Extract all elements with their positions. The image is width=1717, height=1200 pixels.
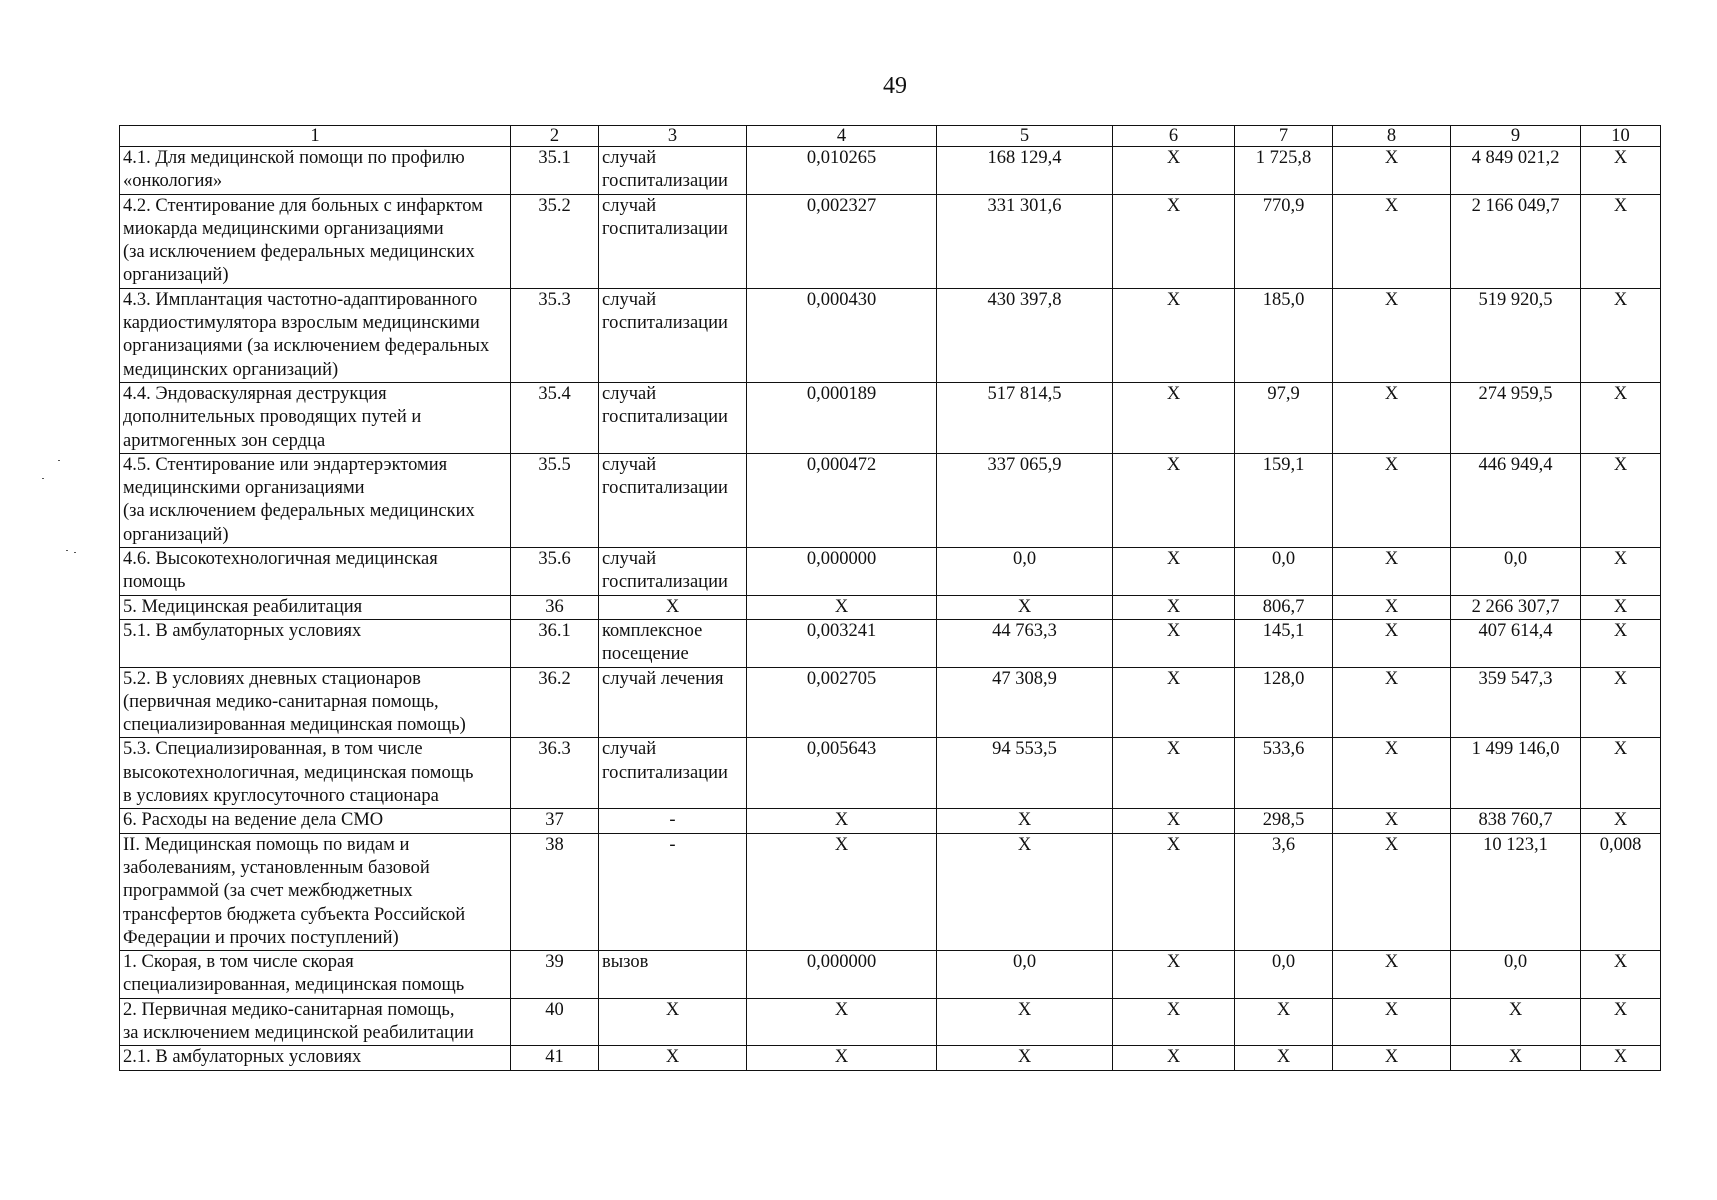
- cell-col-8: X: [1333, 619, 1451, 667]
- cell-col-4: 0,000472: [747, 453, 937, 547]
- cell-col-5: 517 814,5: [937, 382, 1113, 453]
- table-row: [120, 998, 1661, 1046]
- header-col-1: 1: [120, 126, 511, 147]
- cell-col-10: X: [1581, 288, 1661, 382]
- cell-col-5: 331 301,6: [937, 194, 1113, 288]
- cell-col-8: X: [1333, 194, 1451, 288]
- data-table-wrapper: [119, 125, 1660, 1071]
- table-row: [120, 833, 1661, 950]
- cell-line: 4.1. Для медицинской помощи по профилю: [123, 148, 465, 168]
- cell-col-10: X: [1581, 998, 1661, 1046]
- cell-line: X: [665, 596, 680, 617]
- cell-line: организаций): [123, 524, 229, 545]
- cell-col-5: X: [937, 809, 1113, 833]
- cell-line: миокарда медицинскими организациями: [123, 218, 444, 239]
- header-col-9: 9: [1451, 126, 1581, 147]
- cell-col-6: X: [1113, 833, 1235, 950]
- cell-col-10: 0,008: [1581, 833, 1661, 950]
- cell-col-4: X: [747, 1046, 937, 1070]
- cell-line: случай: [602, 195, 657, 216]
- cell-col-7: 1 725,8: [1235, 147, 1333, 195]
- cell-col-4: 0,002327: [747, 194, 937, 288]
- cell-col-10: X: [1581, 667, 1661, 738]
- cell-col-10: X: [1581, 619, 1661, 667]
- cell-col-3: [599, 667, 747, 738]
- cell-col-6: X: [1113, 667, 1235, 738]
- cell-col-5: 168 129,4: [937, 147, 1113, 195]
- cell-col-9: X: [1451, 998, 1581, 1046]
- cell-col-1: [120, 595, 511, 619]
- cell-line: 2.1. В амбулаторных условиях: [123, 1047, 362, 1068]
- cell-col-7: X: [1235, 1046, 1333, 1070]
- cell-col-10: X: [1581, 738, 1661, 809]
- table-row: [120, 667, 1661, 738]
- table-row: [120, 288, 1661, 382]
- cell-col-10: X: [1581, 194, 1661, 288]
- cell-col-6: X: [1113, 288, 1235, 382]
- cell-col-5: 0,0: [937, 548, 1113, 596]
- cell-col-5: X: [937, 998, 1113, 1046]
- cell-col-3: [599, 1046, 747, 1070]
- cell-line: организаций): [123, 265, 229, 286]
- cell-line: госпитализации: [602, 218, 728, 239]
- cell-line: посещение: [602, 644, 689, 665]
- cell-col-4: X: [747, 595, 937, 619]
- cell-col-5: 337 065,9: [937, 453, 1113, 547]
- cell-col-8: X: [1333, 809, 1451, 833]
- cell-line: медицинских организаций): [123, 359, 339, 380]
- cell-col-3: [599, 619, 747, 667]
- header-col-10: 10: [1581, 126, 1661, 147]
- cell-col-3: [599, 453, 747, 547]
- table-header: [120, 126, 1661, 147]
- cell-col-9: X: [1451, 1046, 1581, 1070]
- cell-col-2: 35.2: [511, 194, 599, 288]
- cell-line: госпитализации: [602, 171, 728, 192]
- cell-col-1: [120, 809, 511, 833]
- table-row: [120, 1046, 1661, 1070]
- cell-col-3: [599, 951, 747, 999]
- cell-line: 5.1. В амбулаторных условиях: [123, 620, 362, 641]
- cell-col-6: X: [1113, 147, 1235, 195]
- cell-col-7: X: [1235, 998, 1333, 1046]
- cell-col-2: 35.5: [511, 453, 599, 547]
- cell-col-3: [599, 809, 747, 833]
- cell-col-7: 0,0: [1235, 951, 1333, 999]
- cell-col-8: X: [1333, 548, 1451, 596]
- cell-col-1: [120, 738, 511, 809]
- cell-col-5: X: [937, 833, 1113, 950]
- cell-col-9: 0,0: [1451, 548, 1581, 596]
- cell-col-6: X: [1113, 738, 1235, 809]
- cell-line: (первичная медико-санитарная помощь,: [123, 691, 439, 712]
- cell-line: помощь: [123, 572, 186, 593]
- cell-line: случай: [602, 289, 657, 310]
- cell-col-2: 36.2: [511, 667, 599, 738]
- cell-line: -: [669, 810, 676, 831]
- cell-col-4: X: [747, 998, 937, 1046]
- data-table: [119, 125, 1661, 1071]
- cell-col-4: 0,010265: [747, 147, 937, 195]
- cell-line: случай: [602, 148, 657, 168]
- cell-line: комплексное: [602, 620, 703, 641]
- cell-col-1: [120, 453, 511, 547]
- cell-col-6: X: [1113, 382, 1235, 453]
- cell-col-10: X: [1581, 951, 1661, 999]
- cell-col-8: X: [1333, 595, 1451, 619]
- cell-col-1: [120, 194, 511, 288]
- cell-col-6: X: [1113, 595, 1235, 619]
- cell-col-3: [599, 833, 747, 950]
- cell-line: высокотехнологичная, медицинская помощь: [123, 762, 474, 783]
- cell-col-10: X: [1581, 147, 1661, 195]
- cell-col-10: X: [1581, 1046, 1661, 1070]
- table-row: [120, 951, 1661, 999]
- cell-col-3: [599, 194, 747, 288]
- cell-col-4: 0,000000: [747, 548, 937, 596]
- cell-col-1: [120, 951, 511, 999]
- header-col-2: 2: [511, 126, 599, 147]
- cell-line: госпитализации: [602, 313, 728, 334]
- cell-line: 6. Расходы на ведение дела СМО: [123, 810, 384, 831]
- cell-line: «онкология»: [123, 171, 223, 192]
- cell-col-7: 3,6: [1235, 833, 1333, 950]
- cell-col-7: 298,5: [1235, 809, 1333, 833]
- cell-line: случай: [602, 383, 657, 404]
- cell-col-2: 36.3: [511, 738, 599, 809]
- cell-col-7: 97,9: [1235, 382, 1333, 453]
- cell-col-6: X: [1113, 548, 1235, 596]
- cell-col-8: X: [1333, 288, 1451, 382]
- cell-col-2: 35.3: [511, 288, 599, 382]
- cell-col-10: X: [1581, 595, 1661, 619]
- cell-col-2: 36.1: [511, 619, 599, 667]
- header-col-3: 3: [599, 126, 747, 147]
- header-col-7: 7: [1235, 126, 1333, 147]
- cell-line: специализированная медицинская помощь): [123, 715, 466, 736]
- cell-line: 4.5. Стентирование или эндартерэктомия: [123, 454, 448, 475]
- cell-col-6: X: [1113, 619, 1235, 667]
- cell-line: -: [669, 834, 676, 855]
- cell-line: за исключением медицинской реабилитации: [123, 1022, 474, 1043]
- cell-line: случай: [602, 739, 657, 760]
- cell-col-6: X: [1113, 453, 1235, 547]
- cell-line: дополнительных проводящих путей и: [123, 407, 422, 428]
- cell-line: 5. Медицинская реабилитация: [123, 596, 363, 617]
- cell-col-4: X: [747, 809, 937, 833]
- cell-col-1: [120, 147, 511, 195]
- cell-col-4: X: [747, 833, 937, 950]
- cell-col-1: [120, 1046, 511, 1070]
- cell-col-4: 0,003241: [747, 619, 937, 667]
- cell-col-1: [120, 619, 511, 667]
- cell-line: в условиях круглосуточного стационара: [123, 786, 439, 807]
- cell-col-5: 44 763,3: [937, 619, 1113, 667]
- table-row: [120, 619, 1661, 667]
- cell-col-5: 47 308,9: [937, 667, 1113, 738]
- cell-line: (за исключением федеральных медицинских: [123, 242, 475, 263]
- cell-col-2: 40: [511, 998, 599, 1046]
- cell-col-9: 519 920,5: [1451, 288, 1581, 382]
- cell-col-7: 806,7: [1235, 595, 1333, 619]
- cell-col-9: 407 614,4: [1451, 619, 1581, 667]
- cell-col-10: X: [1581, 809, 1661, 833]
- table-body: [120, 147, 1661, 1071]
- cell-line: X: [665, 999, 680, 1020]
- cell-col-8: X: [1333, 453, 1451, 547]
- cell-line: (за исключением федеральных медицинских: [123, 501, 475, 522]
- cell-line: медицинскими организациями: [123, 478, 365, 499]
- cell-col-2: 38: [511, 833, 599, 950]
- cell-col-9: 1 499 146,0: [1451, 738, 1581, 809]
- cell-col-6: X: [1113, 951, 1235, 999]
- table-row: [120, 809, 1661, 833]
- header-col-4: 4: [747, 126, 937, 147]
- cell-col-3: [599, 382, 747, 453]
- cell-col-10: X: [1581, 453, 1661, 547]
- cell-col-8: X: [1333, 998, 1451, 1046]
- cell-col-10: X: [1581, 548, 1661, 596]
- cell-col-2: 35.4: [511, 382, 599, 453]
- cell-line: 5.3. Специализированная, в том числе: [123, 739, 423, 760]
- table-row: [120, 738, 1661, 809]
- cell-col-8: X: [1333, 1046, 1451, 1070]
- cell-line: госпитализации: [602, 572, 728, 593]
- cell-col-2: 36: [511, 595, 599, 619]
- cell-col-7: 770,9: [1235, 194, 1333, 288]
- cell-col-9: 838 760,7: [1451, 809, 1581, 833]
- cell-line: Федерации и прочих поступлений): [123, 927, 399, 948]
- cell-col-7: 128,0: [1235, 667, 1333, 738]
- cell-col-6: X: [1113, 194, 1235, 288]
- cell-col-4: 0,000000: [747, 951, 937, 999]
- cell-col-9: 0,0: [1451, 951, 1581, 999]
- cell-col-9: 359 547,3: [1451, 667, 1581, 738]
- cell-col-9: 4 849 021,2: [1451, 147, 1581, 195]
- table-row: [120, 382, 1661, 453]
- cell-line: случай лечения: [602, 668, 724, 689]
- cell-col-5: 94 553,5: [937, 738, 1113, 809]
- header-col-6: 6: [1113, 126, 1235, 147]
- cell-col-6: X: [1113, 809, 1235, 833]
- cell-col-7: 145,1: [1235, 619, 1333, 667]
- cell-col-8: X: [1333, 833, 1451, 950]
- cell-line: 4.4. Эндоваскулярная деструкция: [123, 383, 387, 404]
- cell-line: госпитализации: [602, 407, 728, 428]
- cell-col-1: [120, 833, 511, 950]
- cell-col-5: X: [937, 595, 1113, 619]
- cell-col-9: 446 949,4: [1451, 453, 1581, 547]
- cell-col-2: 35.6: [511, 548, 599, 596]
- cell-col-2: 41: [511, 1046, 599, 1070]
- cell-col-8: X: [1333, 667, 1451, 738]
- cell-line: вызов: [602, 952, 649, 973]
- cell-line: 1. Скорая, в том числе скорая: [123, 952, 354, 973]
- cell-col-3: [599, 595, 747, 619]
- table-row: [120, 147, 1661, 195]
- cell-col-3: [599, 998, 747, 1046]
- cell-col-8: X: [1333, 382, 1451, 453]
- cell-col-4: 0,000430: [747, 288, 937, 382]
- cell-line: трансфертов бюджета субъекта Российской: [123, 904, 466, 925]
- cell-col-3: [599, 738, 747, 809]
- cell-line: специализированная, медицинская помощь: [123, 975, 465, 996]
- cell-line: 4.2. Стентирование для больных с инфарктом: [123, 195, 483, 216]
- header-col-5: 5: [937, 126, 1113, 147]
- cell-col-10: X: [1581, 382, 1661, 453]
- cell-line: госпитализации: [602, 478, 728, 499]
- cell-col-7: 0,0: [1235, 548, 1333, 596]
- cell-col-5: 0,0: [937, 951, 1113, 999]
- cell-col-7: 533,6: [1235, 738, 1333, 809]
- cell-col-3: [599, 288, 747, 382]
- table-row: [120, 194, 1661, 288]
- cell-col-6: X: [1113, 1046, 1235, 1070]
- table-header-row: [120, 126, 1661, 147]
- cell-col-7: 185,0: [1235, 288, 1333, 382]
- cell-line: 4.3. Имплантация частотно-адаптированного: [123, 289, 478, 310]
- page-number: 49: [883, 73, 907, 99]
- table-row: [120, 548, 1661, 596]
- cell-col-2: 35.1: [511, 147, 599, 195]
- cell-col-5: 430 397,8: [937, 288, 1113, 382]
- cell-col-4: 0,000189: [747, 382, 937, 453]
- cell-col-1: [120, 548, 511, 596]
- cell-col-9: 274 959,5: [1451, 382, 1581, 453]
- cell-line: 2. Первичная медико-санитарная помощь,: [123, 999, 455, 1020]
- table-row: [120, 595, 1661, 619]
- cell-col-2: 37: [511, 809, 599, 833]
- cell-col-7: 159,1: [1235, 453, 1333, 547]
- cell-col-1: [120, 288, 511, 382]
- cell-line: заболеваниям, установленным базовой: [123, 857, 430, 878]
- header-col-8: 8: [1333, 126, 1451, 147]
- cell-line: случай: [602, 549, 657, 570]
- cell-col-4: 0,005643: [747, 738, 937, 809]
- cell-col-9: 10 123,1: [1451, 833, 1581, 950]
- cell-line: II. Медицинская помощь по видам и: [123, 834, 410, 855]
- cell-col-3: [599, 548, 747, 596]
- cell-col-4: 0,002705: [747, 667, 937, 738]
- cell-line: программой (за счет межбюджетных: [123, 881, 413, 902]
- cell-line: 5.2. В условиях дневных стационаров: [123, 668, 421, 689]
- cell-col-9: 2 266 307,7: [1451, 595, 1581, 619]
- cell-line: госпитализации: [602, 762, 728, 783]
- cell-col-1: [120, 382, 511, 453]
- cell-line: кардиостимулятора взрослым медицинскими: [123, 313, 480, 334]
- table-row: [120, 453, 1661, 547]
- cell-line: X: [665, 1047, 680, 1068]
- cell-line: случай: [602, 454, 657, 475]
- cell-col-6: X: [1113, 998, 1235, 1046]
- cell-col-8: X: [1333, 147, 1451, 195]
- cell-col-1: [120, 667, 511, 738]
- cell-line: аритмогенных зон сердца: [123, 430, 326, 451]
- cell-line: организациями (за исключением федеральных: [123, 336, 490, 357]
- cell-col-2: 39: [511, 951, 599, 999]
- cell-line: 4.6. Высокотехнологичная медицинская: [123, 549, 438, 570]
- cell-col-3: [599, 147, 747, 195]
- cell-col-1: [120, 998, 511, 1046]
- cell-col-8: X: [1333, 738, 1451, 809]
- cell-col-8: X: [1333, 951, 1451, 999]
- cell-col-5: X: [937, 1046, 1113, 1070]
- cell-col-9: 2 166 049,7: [1451, 194, 1581, 288]
